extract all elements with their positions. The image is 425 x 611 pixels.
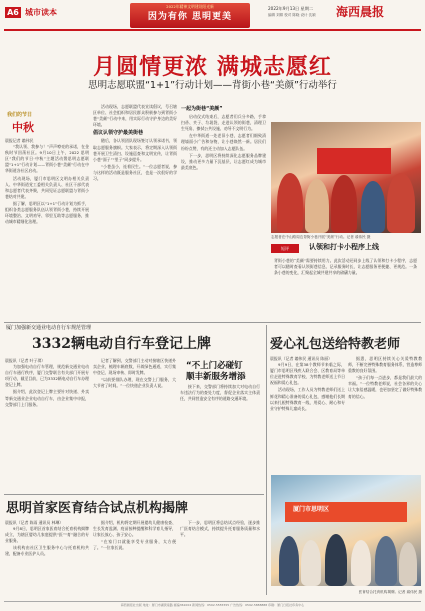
issue-date: 2022年9月13日 星期二 [268,6,314,11]
medicine-headline: 思明首家医育结合试点机构揭牌 [6,501,189,516]
bike-column-3 [180,384,260,403]
lead-paragraph: 随后，各认领团队现场签订认领承诺书，领取志愿服务旗帜。大家表示，将定期深入认领街巷开展卫生清扫、设施巡查和文明宣传，让背街小巷“面子”“里子”同步提升。 [93,138,177,162]
section-divider [4,322,421,323]
photo-person [301,540,321,586]
lead-column-1 [5,138,89,226]
header-banner-top: 2022年精神文明建设阳光新 [166,4,214,9]
editorial-tag: 短评 [271,244,299,253]
medicine-paragraph: 据介绍，机构将定期开展婴幼儿健康检查、生长发育监测、疫苗接种提醒和科学育儿指导，让家长放心、孩子安心。 [93,520,176,538]
teacher-paragraph: “孩子们每一点进步，都是我们最大的幸福。”一位特教老师说，社会各界的关心让大家倍感温暖，也更加坚定了做好特殊教育的信心。 [348,375,422,399]
teacher-column-2 [348,356,422,401]
bike-paragraph: 据介绍，此次登记上牌主要针对快递、外卖等新交通业企业电动自行车，由企业集中申报，交警部门上门服务。 [5,389,89,407]
photo-person [277,173,303,233]
bike-paragraph: 接下来，交警部门将持续加大对电动自行车违法行为的查处力度，督促企业落实主体责任，共同营造安全有序的道路交通环境。 [180,384,260,402]
lead-paragraph: 据了解，思明区以“1+1”行动计划为抓手，组织各类志愿服务队伍认领背街小巷，持续开展环境整治、文明劝导、邻里互助等志愿服务，推动城市精细化治理。 [5,200,89,225]
column-divider [266,325,267,595]
header-rule [4,29,421,31]
lead-paragraph: 下一步，思明区将持续深化志愿服务品牌建设，推动更多力量下沉基层，让志愿红成为城市最美底色。 [181,152,266,170]
bike-byline: 晨报讯（记者 叶子琪） [5,358,46,363]
bike-headline: 3332辆电动自行车登记上牌 [32,336,211,352]
photo-person [375,536,397,586]
festival-badge-top: 我们的节日 [7,112,33,118]
medicine-column-2 [93,520,176,552]
photo-person [305,179,329,233]
photo-person [399,542,417,586]
newspaper-logo: 海西晨报 [336,5,385,19]
medicine-paragraph: 该机构由社区卫生服务中心与托育机构共建，配备专业医护人员。 [5,545,89,557]
teacher-headline: 爱心礼包送给特教老师 [270,337,401,352]
festival-badge-main: 中秋 [12,121,34,134]
editorial-text: 背街小巷的“美颜”需要持续用力。此次活动还同步上线了认领和打卡小程序，志愿者可以随时查看认领街巷信息、记录服务时长，让志愿服务更便捷、更规范。一条条小巷的变化，汇聚起全城共建共享的磅礴力量。 [274,258,417,276]
photo-banner-text: 厦门市思明区 [293,506,330,513]
lead-paragraph: “小巷虽小，连着民生。”一位志愿者说，参与这样的活动既是服务社区，也是一次很好的学习。 [93,163,177,182]
header-banner-slogan: 因为有你 思明更美 [147,12,233,22]
lead-headline: 月圆情更浓 满城志愿红 [93,54,332,80]
photo-person [325,534,347,586]
editorial-title: 认领和打卡小程序上线 [309,243,379,251]
teacher-column-1 [270,356,345,413]
medicine-paragraph: 9月8日，思明区首家医育结合托育机构揭牌成立，为辖区婴幼儿家庭提供“医”“育”融合的专业服务。 [5,526,89,544]
lead-paragraph: 在中华街道一处老旧小巷，志愿者们细致清理墙面小广告和杂物，让小巷焕然一新。居民们纷纷点赞，有的还主动加入志愿队伍。 [181,133,266,151]
photo-person [331,175,357,233]
lead-subhead: 倡议认领守护最美街巷 [93,130,144,137]
medicine-byline: 晨报讯（记者 陈雨 通讯员 林琳） [5,520,64,525]
teacher-paragraph: 活动现场，工作人员为特教老师们送上鲜花和精心准备的爱心礼包，感谢他们长期以来扎根特殊教育一线，用爱心、耐心和专业守护特殊儿童成长。 [270,387,345,411]
lead-paragraph: 启动仪式结束后，志愿者们兵分多路，手拿扫帚、夹子、垃圾袋，走进认领的街巷，清理卫生死角、擦拭公共设施、劝导不文明行为。 [181,114,266,132]
photo-person [351,540,371,586]
bike-column-2 [93,358,176,390]
teacher-paragraph: 据悉，思明区持续关心关爱特教教师，不断完善特殊教育服务体系，营造尊师重教的良好氛围。 [348,356,422,374]
medicine-photo [271,475,421,586]
photo-person [279,536,299,586]
photo-banner [317,148,391,174]
lead-paragraph: “我认领、我参与！”声声嘹亮的承诺，在金秋时节回荡社区。9月10日上午，2022 思明区“我们的节日·中秋”主题活动暨思明志愿联盟“1+1”行动计划——背街小巷“美颜”行动在中华街道各社区启动。 [5,144,89,174]
section-name: 城市读本 [25,8,57,17]
lead-paragraph: 活动现场，志愿联盟代表宣读倡议，号召辖区单位、社会组织和居民群众积极参与到背街小巷“美颜”行动中来，用实际行动守护身边的美好环境。 [93,104,177,128]
medicine-paragraph: “在家门口就能享受专业服务，太方便了。”一位家长说。 [93,539,176,551]
bike-column-1 [5,358,89,409]
photo-person [387,173,415,233]
bike-slogan-line-1: “不上门必碰钉 [186,361,243,371]
teacher-byline: 晨报讯（记者 翁伟民 通讯员 陈丽） [270,356,333,361]
bike-paragraph: 为加强电动自行车管理，规范新交通业电动自行车通行秩序，厦门交警联合有关部门开展专项行动，截至目前，已为3332辆电动自行车办理登记上牌。 [5,364,89,388]
teacher-paragraph: 9月9日，在第38个教师节来临之际，厦门市思明区残疾人联合会、区教育局等单位走进特殊教育学校，为特教老师送上节日祝福和爱心礼包。 [270,362,345,386]
medicine-photo-caption: 医育结合托育机构揭牌。记者 翁伟民 摄 [358,590,422,594]
page-footer: 海西晨报社出版 地址：厦门市湖滨南路 邮编361004 新闻热线：0592-5555555 广告热线：0592-5888888 印刷：厦门日报社印务中心 [4,601,421,607]
bike-kicker: 厦门加强新交通业电动自行车规范管理 [6,325,92,331]
lead-column-3 [181,104,266,172]
medicine-column-1 [5,520,89,559]
section-divider [4,494,264,495]
lead-subhead: 一起为街巷“美颜” [181,106,223,112]
lead-paragraph: 活动现场，厦门市思明区文明办相关负责人、中华街道党工委相关负责人、社区干部代表和志愿者代表齐聚，共同见证志愿联盟与背街小巷结对共建。 [5,175,89,199]
lead-photo [271,122,421,233]
bike-paragraph: “以前要排队办理，现在交警上门服务，大大节省了时间。”一位快递企业负责人说。 [93,377,176,389]
editor-credits: 编辑 刘婧 校对 陈晓 设计 沈颖 [268,13,316,17]
lead-photo-caption: 志愿者在中山路周边背街小巷开展“美颜”行动。记者 翁伟民 摄 [271,235,371,239]
bike-slogan-line-2: 顺丰新服务增添 [186,372,246,382]
page-number: A6 [5,7,21,18]
lead-subtitle: 思明志愿联盟“1+1”行动计划——背街小巷“美颜”行动举行 [88,80,337,91]
medicine-paragraph: 下一步，思明区将总结试点经验，逐步推广医育结合模式，持续提升托育服务质量和水平。 [180,520,260,538]
bike-paragraph: 记者了解到，交警部门主动对接辖区快递外卖企业，梳理车辆底数，开辟绿色通道，实行集中登记、现场审核、即时发牌。 [93,358,176,376]
lead-byline: 晨报记者 翁伟民 [5,138,34,143]
photo-person [361,181,385,233]
medicine-column-3 [180,520,260,539]
lead-column-2 [93,104,177,183]
